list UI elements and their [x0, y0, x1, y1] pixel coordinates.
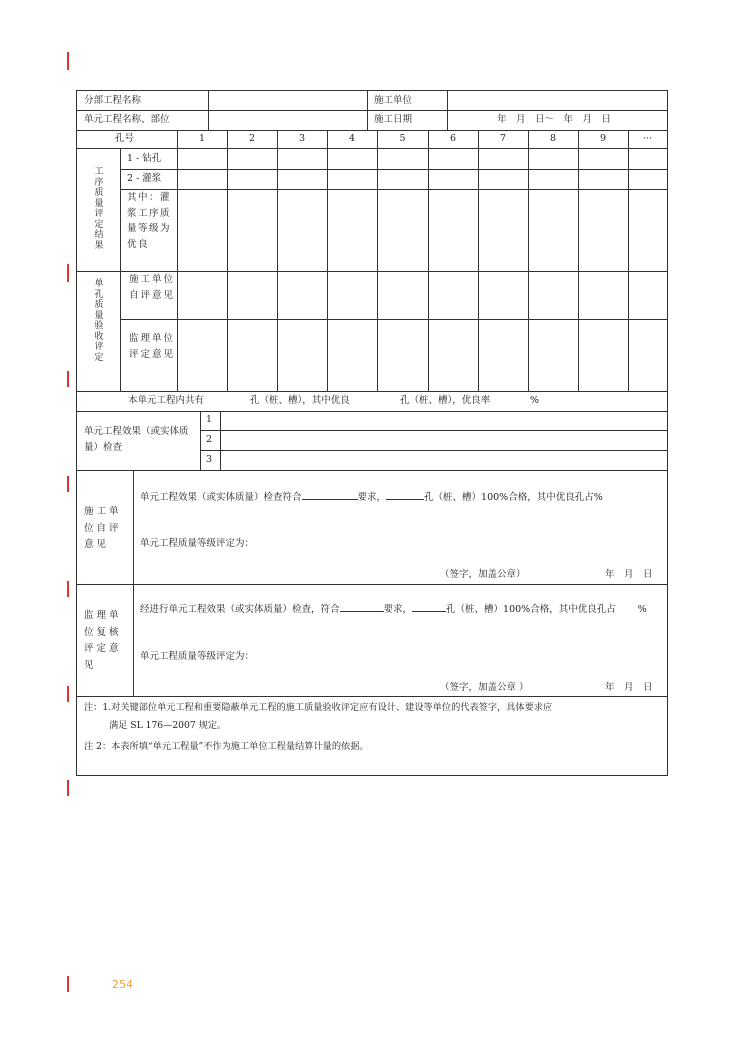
- col-line: [177, 130, 178, 391]
- row-line: [77, 391, 667, 392]
- col-line: [220, 411, 221, 470]
- review-sign: （签字，加盖公章 ）: [440, 682, 529, 693]
- col-line: [478, 130, 479, 391]
- excellent-note: 其中：灌浆工序质量等级为优良: [127, 192, 172, 250]
- effect-row-2: 2: [206, 434, 213, 445]
- col-line: [528, 130, 529, 391]
- acceptance-form: [76, 90, 668, 776]
- col-line: [628, 130, 629, 391]
- row-line: [200, 450, 667, 451]
- margin-mark: [67, 976, 69, 992]
- effect-check-label: 单元工程效果（或实体质量）检查: [84, 426, 189, 453]
- review-text-c: 孔（桩、槽）100%合格，其中优: [446, 604, 588, 615]
- hole-number-col: 1: [198, 133, 206, 144]
- note-2: 注 2：本表所填“单元工程量”不作为施工单位工程量结算计量的依据。: [84, 741, 369, 752]
- hole-number-label: 孔号: [115, 133, 135, 144]
- row-line: [77, 584, 667, 585]
- blank-line: [386, 487, 424, 500]
- self-eval-grade: 单元工程质量等级评定为：: [140, 538, 255, 549]
- col-line: [428, 130, 429, 391]
- col-line: [367, 91, 368, 130]
- row-line: [77, 470, 667, 471]
- col-line: [447, 91, 448, 130]
- col-line: [227, 130, 228, 391]
- row-line: [120, 189, 667, 190]
- hole-number-col: 3: [298, 133, 306, 144]
- supervisor-opinion-label: 监理单位评定意见: [129, 333, 176, 360]
- col-line: [120, 148, 121, 391]
- effect-row-3: 3: [206, 454, 213, 465]
- hole-number-col: 6: [449, 133, 457, 144]
- margin-mark: [67, 581, 69, 597]
- col-line: [133, 470, 134, 696]
- process-result-label: 工 序 质 量 评 定 结 果: [94, 167, 104, 251]
- blank-line: [302, 487, 358, 500]
- subproject-label: 分部工程名称: [84, 95, 142, 106]
- self-eval-date: 年 月 日: [605, 569, 653, 580]
- margin-mark: [67, 686, 69, 702]
- self-eval-text-d: %: [593, 492, 603, 503]
- self-eval-text-c: 孔（桩、槽）100%合格，其中优良孔占: [424, 492, 594, 503]
- col-line: [208, 91, 209, 130]
- margin-mark: [67, 264, 69, 282]
- effect-row-1: 1: [206, 414, 213, 425]
- row-line: [77, 110, 667, 111]
- margin-mark: [67, 780, 69, 796]
- review-text-b: 要求，: [383, 604, 413, 615]
- margin-mark: [67, 52, 69, 70]
- builder-opinion-label: 施工单位自评意见: [129, 274, 176, 301]
- hole-number-col: 2: [248, 133, 256, 144]
- summary-text-4: %: [530, 395, 540, 406]
- grouting-row-label: 2 - 灌浆: [127, 173, 162, 184]
- review-grade: 单元工程质量等级评定为：: [140, 651, 255, 662]
- review-text: [140, 599, 664, 619]
- blank-line: [340, 599, 384, 612]
- unit-element-label: 单元工程名称、部位: [84, 114, 170, 125]
- col-line: [200, 411, 201, 470]
- margin-mark: [67, 476, 69, 492]
- self-eval-text-b: 要求，: [357, 492, 387, 503]
- review-text-e: %: [637, 604, 647, 615]
- hole-number-col: 4: [348, 133, 356, 144]
- drilling-row-label: 1 - 钻孔: [127, 153, 162, 164]
- col-line: [327, 130, 328, 391]
- review-label: 监理单位复核评定意见: [84, 610, 122, 671]
- review-text-d: 良孔占: [587, 604, 616, 615]
- note-1-cont: 满足 SL 176—2007 规定。: [109, 720, 227, 731]
- self-eval-text: [140, 487, 664, 507]
- row-line: [200, 430, 667, 431]
- row-line: [120, 169, 667, 170]
- hole-number-col: 8: [549, 133, 557, 144]
- hole-number-col: 9: [599, 133, 607, 144]
- col-line: [277, 130, 278, 391]
- page-number: 254: [112, 978, 133, 991]
- self-eval-sign: （签字，加盖公章）: [440, 569, 526, 580]
- col-line: [377, 130, 378, 391]
- self-eval-label: 施工单位自评意见: [84, 506, 122, 550]
- summary-text-2: 孔（桩、槽），其中优良: [250, 395, 350, 406]
- self-eval-text-a: 单元工程效果（或实体质量）检查符合: [140, 492, 302, 503]
- construction-unit-label: 施工单位: [374, 95, 413, 106]
- hole-acceptance-label: 单 孔 质 量 验 收 评 定: [94, 279, 104, 363]
- construction-date-value: 年 月 日～ 年 月 日: [497, 114, 612, 125]
- hole-number-col: ···: [642, 133, 653, 144]
- row-line: [120, 319, 667, 320]
- construction-date-label: 施工日期: [374, 114, 413, 125]
- summary-text-1: 本单元工程内共有: [128, 395, 205, 406]
- blank-line: [412, 599, 446, 612]
- review-text-a: 经进行单元工程效果（或实体质量）检查，符合: [140, 604, 340, 615]
- note-1: 注：1.对关键部位单元工程和重要隐蔽单元工程的施工质量验收评定应有设计、建设等单位的代表签字，具体要求应: [84, 702, 553, 713]
- margin-mark: [67, 371, 69, 387]
- hole-number-col: 5: [399, 133, 406, 144]
- row-line: [77, 411, 667, 412]
- col-line: [578, 130, 579, 391]
- row-line: [77, 696, 667, 697]
- review-date: 年 月 日: [605, 682, 653, 693]
- hole-number-col: 7: [499, 133, 507, 144]
- summary-text-3: 孔（桩、槽），优良率: [400, 395, 491, 406]
